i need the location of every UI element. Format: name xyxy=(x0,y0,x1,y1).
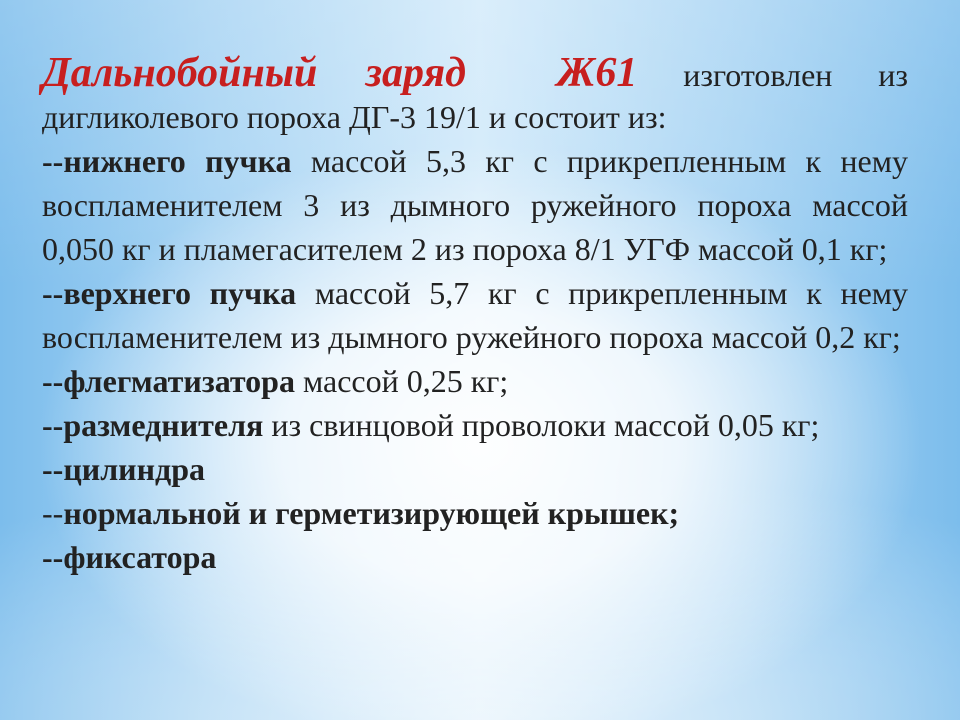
component-lower-bundle-line-3 xyxy=(42,227,908,271)
component-text: воспламенителем из дымного ружейного пороха массой 0,2 кг; xyxy=(42,319,901,355)
charge-code: Ж61 xyxy=(556,50,638,96)
component-text: массой 0,25 кг; xyxy=(302,363,509,399)
intro-line-1 xyxy=(42,51,908,95)
intro-line-2 xyxy=(42,95,908,139)
component-name-upper-bundle: --верхнего пучка xyxy=(42,275,297,311)
component-text: 0,050 кг и пламегасителем 2 из пороха 8/1 УГФ массой 0,1 кг; xyxy=(42,231,888,267)
component-name-decoppering-agent: --размеднителя xyxy=(42,407,264,443)
component-upper-bundle-line-1 xyxy=(42,271,908,315)
component-lower-bundle-line-1 xyxy=(42,139,908,183)
intro-text-2: дигликолевого пороха ДГ-3 19/1 и состоит из: xyxy=(42,99,667,135)
component-name-retainer: --фиксатора xyxy=(42,539,217,575)
component-lower-bundle-line-2 xyxy=(42,183,908,227)
component-decoppering-agent-line xyxy=(42,403,908,447)
component-name-cylinder: --цилиндра xyxy=(42,451,205,487)
component-name-phlegmatizer: --флегматизатора xyxy=(42,363,295,399)
component-retainer-line xyxy=(42,535,908,579)
component-phlegmatizer-line xyxy=(42,359,908,403)
component-name-lower-bundle: --нижнего пучка xyxy=(42,143,292,179)
component-name-covers: нормальной и герметизирующей крышек; xyxy=(63,495,680,531)
charge-name: Дальнобойный заряд xyxy=(42,50,466,96)
slide-text-body xyxy=(42,51,908,579)
component-upper-bundle-line-2 xyxy=(42,315,908,359)
component-prefix: -- xyxy=(42,495,64,531)
intro-text-1: изготовлен из xyxy=(683,57,908,93)
component-text: воспламенителем 3 из дымного ружейного пороха массой xyxy=(42,187,908,223)
component-text: массой 5,3 кг с прикрепленным к нему xyxy=(310,143,909,179)
component-covers-line xyxy=(42,491,908,535)
component-text: массой 5,7 кг с прикрепленным к нему xyxy=(314,275,909,311)
component-cylinder-line xyxy=(42,447,908,491)
component-text: из свинцовой проволоки массой 0,05 кг; xyxy=(271,407,820,443)
